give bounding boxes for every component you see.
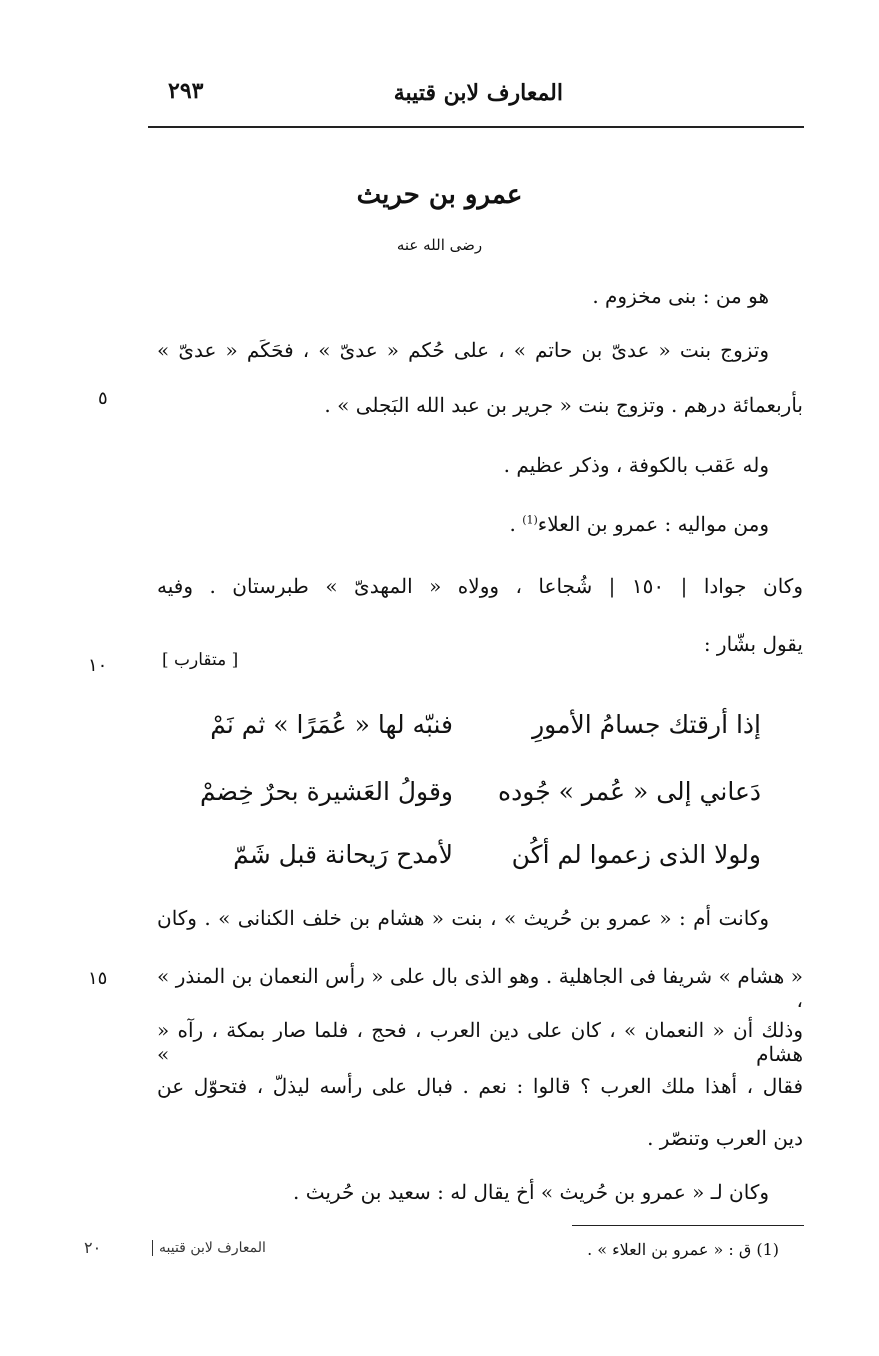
verse-3-first-hemistich: ولولا الذى زعموا لم أكُن [511,840,761,869]
verse-3-second-hemistich: لأمدح رَيحانة قبل شَمّ [233,840,453,869]
page-number: ٢٩٣ [168,78,204,104]
text-line-1: هو من : بنى مخزوم . [592,284,769,308]
verse-2-first-hemistich: دَعاني إلى « عُمر » جُوده [498,777,761,806]
footnote-1: (1) ق : « عمرو بن العلاء » . [587,1240,779,1259]
verse-2-second-hemistich: وقولُ العَشيرة بحرٌ خِضمْ [200,777,453,806]
footnote-marker[interactable]: (1) [522,513,538,527]
verse-1-first-hemistich: إذا أرقتك جسامُ الأمورِ [532,710,761,739]
footnote-rule [572,1225,804,1226]
text-line-11: فقال ، أهذا ملك العرب ؟ قالوا : نعم . فبال على رأسه ليذلّ ، فتحوّل عن [157,1074,803,1098]
verse-1-second-hemistich: فنبّه لها « عُمَرًا » ثم نَمْ [210,710,453,739]
entry-title: عمرو بن حريث [356,180,523,210]
text-line-6: وكان جوادا | ١٥٠ | شُجاعا ، وولاه « المهدىّ » طبرستان . وفيه [157,574,803,598]
text-line-8: وكانت أم : « عمرو بن حُريث » ، بنت « هشام بن خلف الكنانى » . وكان [157,906,769,930]
text-line-3: بأربعمائة درهم . وتزوج بنت « جرير بن عبد الله البَجلى » . [324,393,803,417]
margin-line-number-5: ٥ [98,388,108,409]
margin-line-number-10: ١٠ [88,655,108,676]
footer-book-name: المعارف لابن قتيبه [152,1240,266,1256]
text-line-9: « هشام » شريفا فى الجاهلية . وهو الذى بال على « رأس النعمان بن المنذر » ، [157,964,803,1012]
margin-line-number-15: ١٥ [88,968,108,989]
text-line-13: وكان لـ « عمرو بن حُريث » أخ يقال له : سعيد بن حُريث . [293,1180,769,1204]
footer-signature-number: ٢٠ [84,1238,102,1257]
text-line-2: وتزوج بنت « عدىّ بن حاتم » ، على حُكم « عدىّ » ، فحَكَم « عدىّ » [157,338,769,362]
header-rule [148,126,804,128]
text-line-5: ومن مواليه : عمرو بن العلاء$^{(1)}$ . [509,512,769,536]
poem-meter: [ متقارب ] [162,650,239,670]
text-line-7: يقول بشّار : [703,632,803,656]
entry-subtitle: رضى الله عنه [396,236,483,254]
running-header-title: المعارف لابن قتيبة [393,80,563,106]
text-line-4: وله عَقب بالكوفة ، وذكر عظيم . [503,453,769,477]
text-line-12: دين العرب وتنصّر . [647,1126,803,1150]
text-line-10: وذلك أن « النعمان » ، كان على دين العرب ، فحج ، فلما صار بمكة ، رآه « هشام » [157,1018,803,1066]
text-line-5-body: ومن مواليه : عمرو بن العلاء [537,512,769,536]
